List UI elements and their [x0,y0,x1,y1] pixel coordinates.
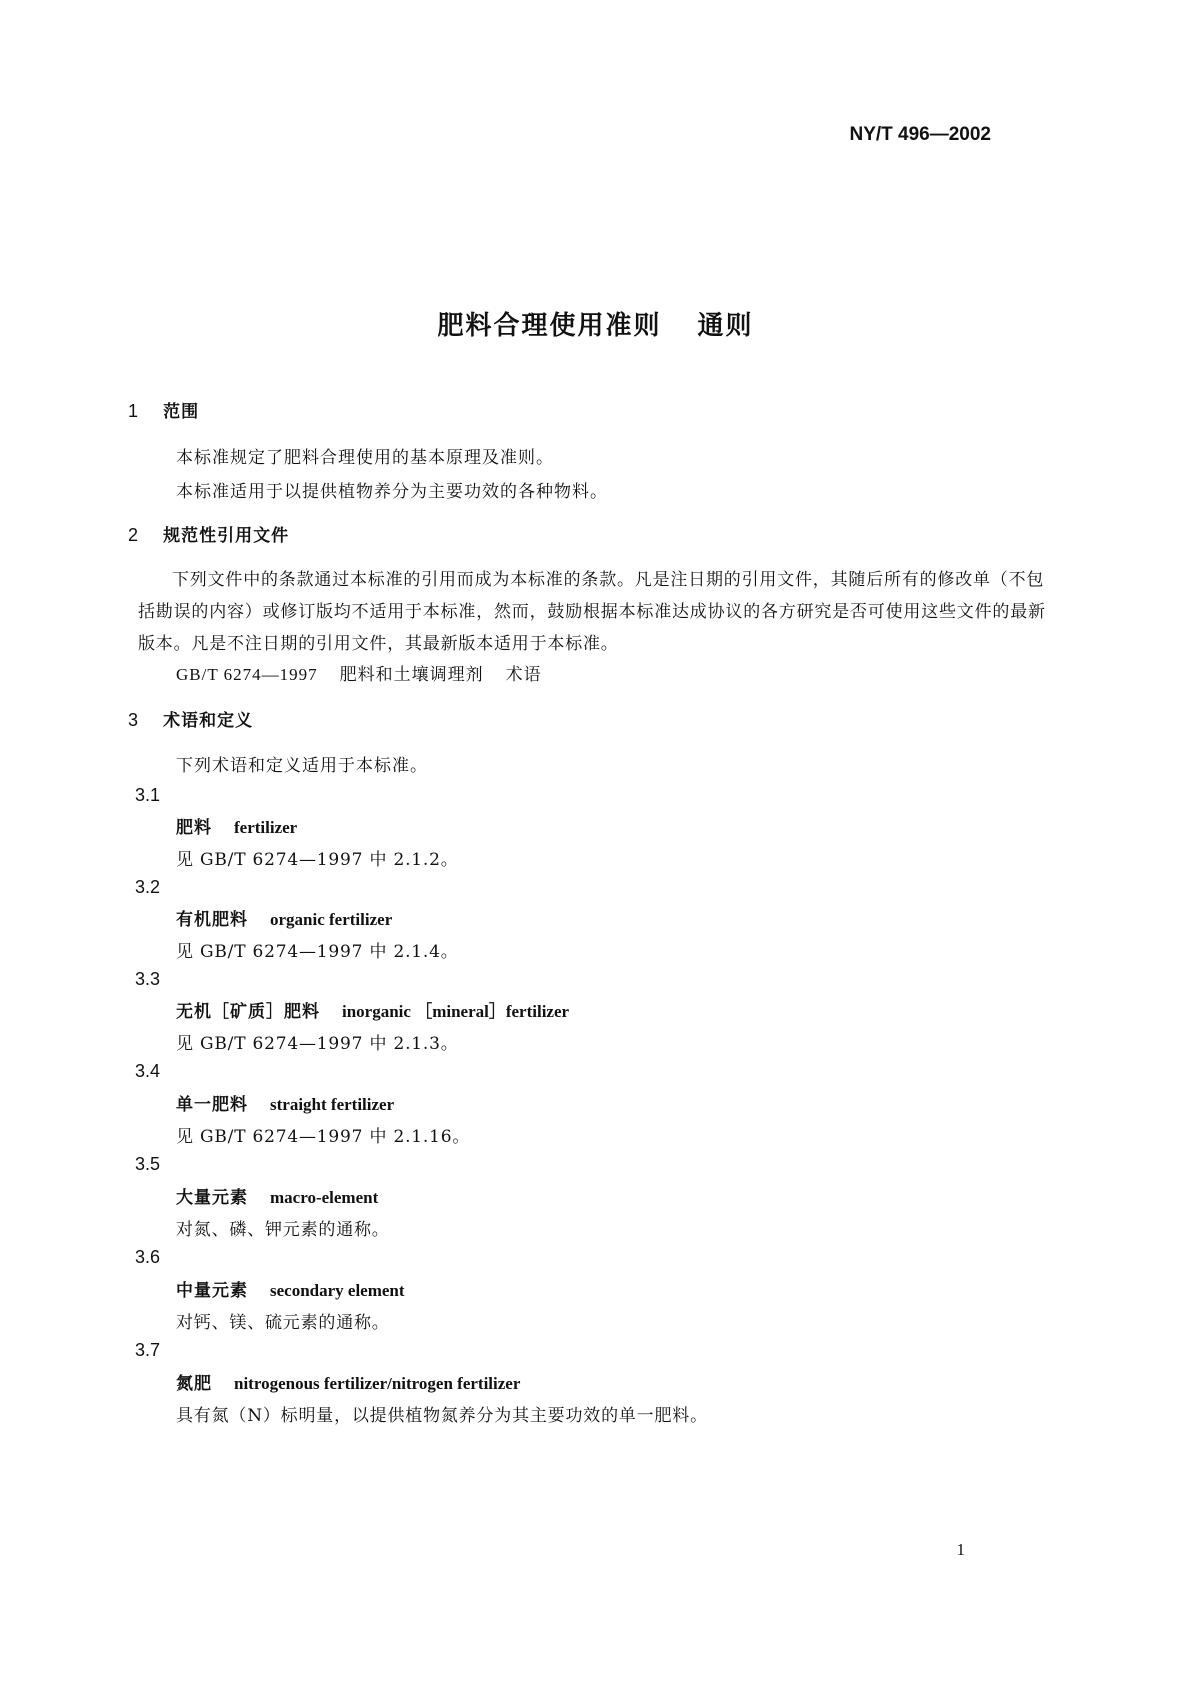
term-definition: 具有氮（N）标明量，以提供植物氮养分为其主要功效的单一肥料。 [176,1406,708,1426]
paragraph-text: 下列文件中的条款通过本标准的引用而成为本标准的条款。凡是注日期的引用文件，其随后所有的修改单（不包括勘误的内容）或修订版均不适用于本标准，然而，鼓励根据本标准达成协议的各方研究是否可使用这些文件的最新版本。凡是不注日期的引用文件，其最新版本适用于本标准。 [138,570,1046,654]
section-title: 范围 [163,402,200,422]
term-english: macro-element [270,1188,379,1207]
clause-number: 3.7 [135,1340,161,1360]
clause-number: 3.6 [135,1247,161,1267]
title-sub: 通则 [697,311,754,341]
term-english: fertilizer [234,818,298,837]
page-number: 1 [956,1540,965,1559]
term-english: inorganic ［mineral］fertilizer [342,1002,570,1021]
term-english: nitrogenous fertilizer/nitrogen fertilizer [234,1374,521,1393]
clause-number: 3.1 [135,785,161,805]
term-chinese: 大量元素 [176,1188,248,1208]
reference-suffix: 术语 [505,665,542,685]
scope-line-1: 本标准规定了肥料合理使用的基本原理及准则。 [176,448,554,468]
terms-intro: 下列术语和定义适用于本标准。 [176,756,428,776]
section-title: 规范性引用文件 [163,526,290,546]
reference-title: 肥料和土壤调理剂 [339,665,484,685]
term-chinese: 单一肥料 [176,1095,248,1115]
title-main: 肥料合理使用准则 [437,311,662,341]
section-title: 术语和定义 [163,711,254,731]
section-2-heading [128,521,289,546]
document-title [0,305,1191,342]
term-definition: 见 GB/T 6274—1997 中 2.1.3。 [176,1034,459,1054]
term-chinese: 氮肥 [176,1374,212,1394]
clause-number: 3.3 [135,969,161,989]
term-definition: 见 GB/T 6274—1997 中 2.1.2。 [176,850,459,870]
clause-number: 3.5 [135,1154,161,1174]
term-chinese: 中量元素 [176,1281,248,1301]
reference-entry [176,660,542,685]
standard-code: NY/T 496—2002 [849,124,991,145]
section-number: 2 [128,525,139,545]
term-english: secondary element [270,1281,405,1300]
term-entry [176,905,392,930]
term-english: organic fertilizer [270,910,393,929]
term-entry [176,1183,378,1208]
clause-number: 3.4 [135,1061,161,1081]
clause-number: 3.2 [135,877,161,897]
section-number: 3 [128,710,139,730]
section-3-heading [128,706,253,731]
reference-code: GB/T 6274—1997 [176,665,318,684]
section-1-heading [128,397,199,422]
term-chinese: 无机［矿质］肥料 [176,1002,320,1022]
term-entry [176,997,569,1022]
term-entry [176,1369,520,1394]
term-definition: 见 GB/T 6274—1997 中 2.1.16。 [176,1127,471,1147]
section-number: 1 [128,401,139,421]
term-entry [176,1090,394,1115]
scope-line-2: 本标准适用于以提供植物养分为主要功效的各种物料。 [176,482,608,502]
term-definition: 对钙、镁、硫元素的通称。 [176,1313,390,1333]
term-english: straight fertilizer [270,1095,395,1114]
term-definition: 对氮、磷、钾元素的通称。 [176,1220,390,1240]
term-chinese: 肥料 [176,818,212,838]
term-definition: 见 GB/T 6274—1997 中 2.1.4。 [176,942,459,962]
term-entry [176,1276,405,1301]
normative-references-paragraph [138,564,1047,660]
term-chinese: 有机肥料 [176,910,248,930]
term-entry [176,813,297,838]
